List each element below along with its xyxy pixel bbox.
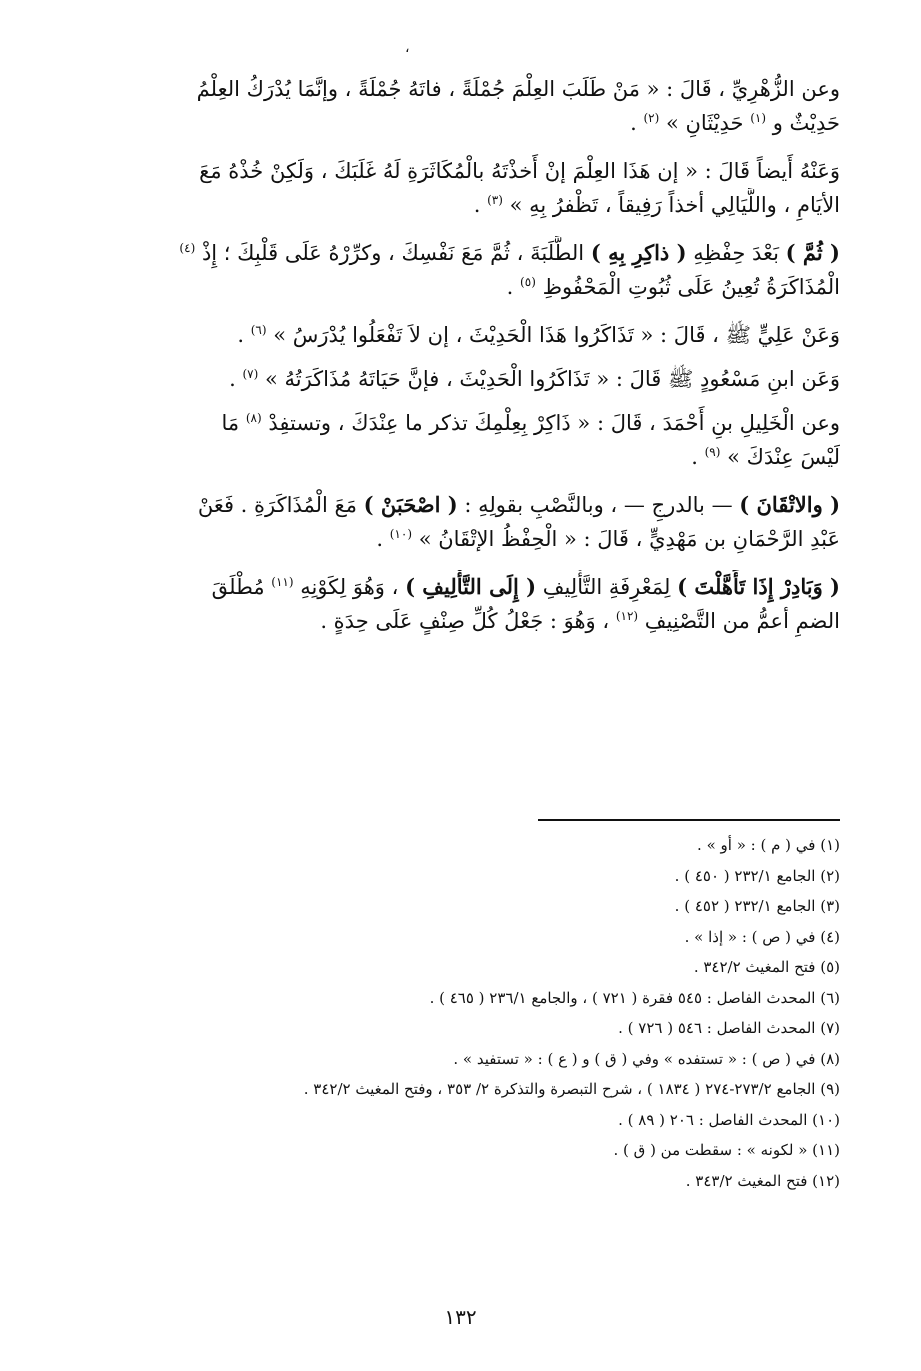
- text-span: الطَّلَبَةَ ، ثُمَّ مَعَ نَفْسِكَ ، وكرِّرْهُ عَلَى قَلْبِكَ ؛ إِذْ: [201, 241, 585, 265]
- footnote-ref: (٧): [242, 367, 259, 381]
- footnote-ref: (٨): [245, 411, 262, 425]
- paragraph-itqan: [70, 488, 840, 556]
- matn-text: ( اصْحَبَنْ ): [363, 492, 458, 517]
- paragraph-ibn-masud: [70, 362, 840, 396]
- paragraph-zuhri: [70, 72, 840, 140]
- footnote: (٣) الجامع ٢٣٢/١ ( ٤٥٢ ) .: [674, 897, 840, 915]
- matn-text: ( وَبَادِرْ إِذَا تَأَهَّلْتَ ): [677, 574, 840, 599]
- text-span: لَيْسَ عِنْدَكَ »: [727, 445, 840, 469]
- footnote-ref: (٤): [179, 241, 196, 255]
- footnote: (١) في ( م ) : « أو » .: [697, 836, 840, 854]
- text-line: [70, 270, 840, 304]
- text-span: لِمَعْرِفَةِ التَّأْلِيفِ: [542, 575, 671, 599]
- footnote-ref: (١١): [271, 575, 294, 589]
- text-span: — بالدرجِ — ، وبالنَّصْبِ بقولِهِ :: [464, 493, 733, 517]
- text-span: وَعَنْهُ أَيضاً قَالَ : « إن هَذَا العِلْمَ إنْ أَخذْتَهُ بالْمُكَاثَرَةِ لَهُ غَلَبَكَ ، وَلَكِنْ خُذْهُ مَعَ: [199, 159, 840, 183]
- text-span: ، وَهُوَ لِكَوْنِهِ: [300, 575, 399, 599]
- text-span: مُطْلَقَ: [211, 575, 265, 599]
- matn-text: ( إِلَى التَّأْلِيفِ ): [405, 574, 537, 599]
- matn-text: ( والاتْقَانَ ): [739, 492, 840, 517]
- text-line: [70, 604, 840, 638]
- footnote-ref: (٩): [704, 445, 721, 459]
- text-line: [70, 522, 840, 556]
- text-span: .: [506, 275, 514, 299]
- text-span: حَدِيْثٌ و: [772, 111, 840, 135]
- paragraph-thumma: [70, 236, 840, 304]
- page-number: ١٣٢: [444, 1305, 477, 1329]
- top-mark: ،: [405, 40, 410, 56]
- text-span: مَعَ الْمُذَاكَرَةِ . فَعَنْ: [197, 493, 357, 517]
- text-span: الضمِ أعمُّ من التَّصْنِيفِ: [644, 609, 840, 633]
- footnote-ref: (٢): [643, 111, 660, 125]
- paragraph-talif: [70, 570, 840, 638]
- matn-text: ( ذاكِرِ بِهِ ): [590, 240, 687, 265]
- text-line: [70, 318, 840, 352]
- paragraph-ali: [70, 318, 840, 352]
- footnote: (١٢) فتح المغيث ٣٤٣/٢ .: [685, 1171, 840, 1190]
- text-line: [70, 106, 840, 140]
- footnote-ref: (٣): [487, 193, 503, 207]
- main-text: [70, 72, 840, 652]
- footnote: (١٠) المحدث الفاصل : ٢٠٦ ( ٨٩ ) .: [618, 1110, 840, 1129]
- text-span: حَدِيْثَانِ »: [665, 111, 744, 135]
- text-span: عَبْدِ الرَّحْمَانِ بن مَهْدِيٍّ ، قَالَ : « الْحِفْظُ الإتْقَانُ »: [418, 527, 840, 551]
- text-span: وعن الزُّهْرِيِّ ، قَالَ : « مَنْ طَلَبَ العِلْمَ جُمْلَةً ، فاتَهُ جُمْلَةً ، وإنَّمَا يُدْرَكُ العِلْمُ: [196, 77, 840, 101]
- text-line: [70, 188, 840, 222]
- text-line: [70, 440, 840, 474]
- text-line: [70, 72, 840, 106]
- text-span: .: [473, 193, 481, 217]
- footnote-ref: (١٢): [615, 609, 639, 623]
- footnote: (٢) الجامع ٢٣٢/١ ( ٤٥٠ ) .: [674, 866, 840, 885]
- text-span: .: [691, 445, 698, 469]
- footnote: (٦) المحدث الفاصل : ٥٤٥ فقرة ( ٧٢١ ) ، والجامع ٢٣٦/١ ( ٤٦٥ ) .: [429, 988, 840, 1007]
- text-line: [70, 362, 840, 396]
- text-span: الْمُذَاكَرَةُ تُعِينُ عَلَى ثُبُوتِ الْمَحْفُوظِ: [542, 275, 840, 299]
- text-span: الأيَامِ ، واللَّيَالِي أخذاً رَفِيقاً ، تَظْفرُ بِهِ »: [509, 193, 840, 217]
- footnote: (٧) المحدث الفاصل : ٥٤٦ ( ٧٢٦ ) .: [618, 1019, 840, 1037]
- text-span: وعن الْخَلِيلِ بنِ أَحْمَدَ ، قَالَ : « ذَاكِرْ بِعِلْمِكَ تذكر ما عِنْدَكَ ، وتستفِدْ: [268, 411, 840, 435]
- text-span: ، وَهُوَ : جَعْلُ كُلِّ صِنْفٍ عَلَى حِدَةٍ .: [320, 609, 610, 633]
- paragraph-khalil: [70, 406, 840, 474]
- footnote-ref: (١٠): [389, 527, 412, 541]
- text-span: .: [229, 367, 236, 391]
- text-span: .: [237, 323, 245, 347]
- matn-text: ( ثُمَّ ): [785, 240, 840, 265]
- footnote: (٥) فتح المغيث ٣٤٢/٢ .: [693, 958, 840, 976]
- text-span: .: [630, 111, 637, 135]
- text-line: [70, 488, 840, 522]
- paragraph-anhu: [70, 154, 840, 222]
- footnote-ref: (٦): [250, 323, 267, 337]
- footnote: (٤) في ( ص ) : « إذا » .: [684, 927, 840, 946]
- text-span: .: [376, 527, 384, 551]
- text-line: [70, 570, 840, 604]
- text-line: [70, 406, 840, 440]
- footnote: (٨) في ( ص ) : « تستفده » وفي ( ق ) و ( ع ) : « تستفيد » .: [453, 1049, 840, 1068]
- text-line: [70, 236, 840, 270]
- text-span: بَعْدَ حِفْظِهِ: [693, 241, 779, 265]
- footnote-divider: [538, 819, 840, 821]
- footnote-ref: (٥): [520, 275, 536, 289]
- footnote: (١١) « لكونه » : سقطت من ( ق ) .: [613, 1141, 840, 1159]
- footnote-ref: (١): [750, 111, 767, 125]
- footnotes: [120, 830, 840, 1196]
- text-line: [70, 154, 840, 188]
- text-span: مَا: [221, 411, 240, 435]
- text-span: وَعَن ابنِ مَسْعُودٍ ﷺ قَالَ : « تَذَاكَرُوا الْحَدِيْثَ ، فإنَّ حَيَاتَهُ مُذَاكَرَتُهُ »: [264, 367, 840, 391]
- footnote: (٩) الجامع ٢٧٣/٢-٢٧٤ ( ١٨٣٤ ) ، شرح التبصرة والتذكرة ٢/ ٣٥٣ ، وفتح المغيث ٣٤٢/٢ .: [303, 1080, 840, 1098]
- text-span: وَعَنْ عَلِيٍّ ﷺ ، قَالَ : « تَذَاكَرُوا هَذَا الْحَدِيْثَ ، إن لاَ تَفْعَلُوا يُدْرَسُ »: [273, 323, 840, 347]
